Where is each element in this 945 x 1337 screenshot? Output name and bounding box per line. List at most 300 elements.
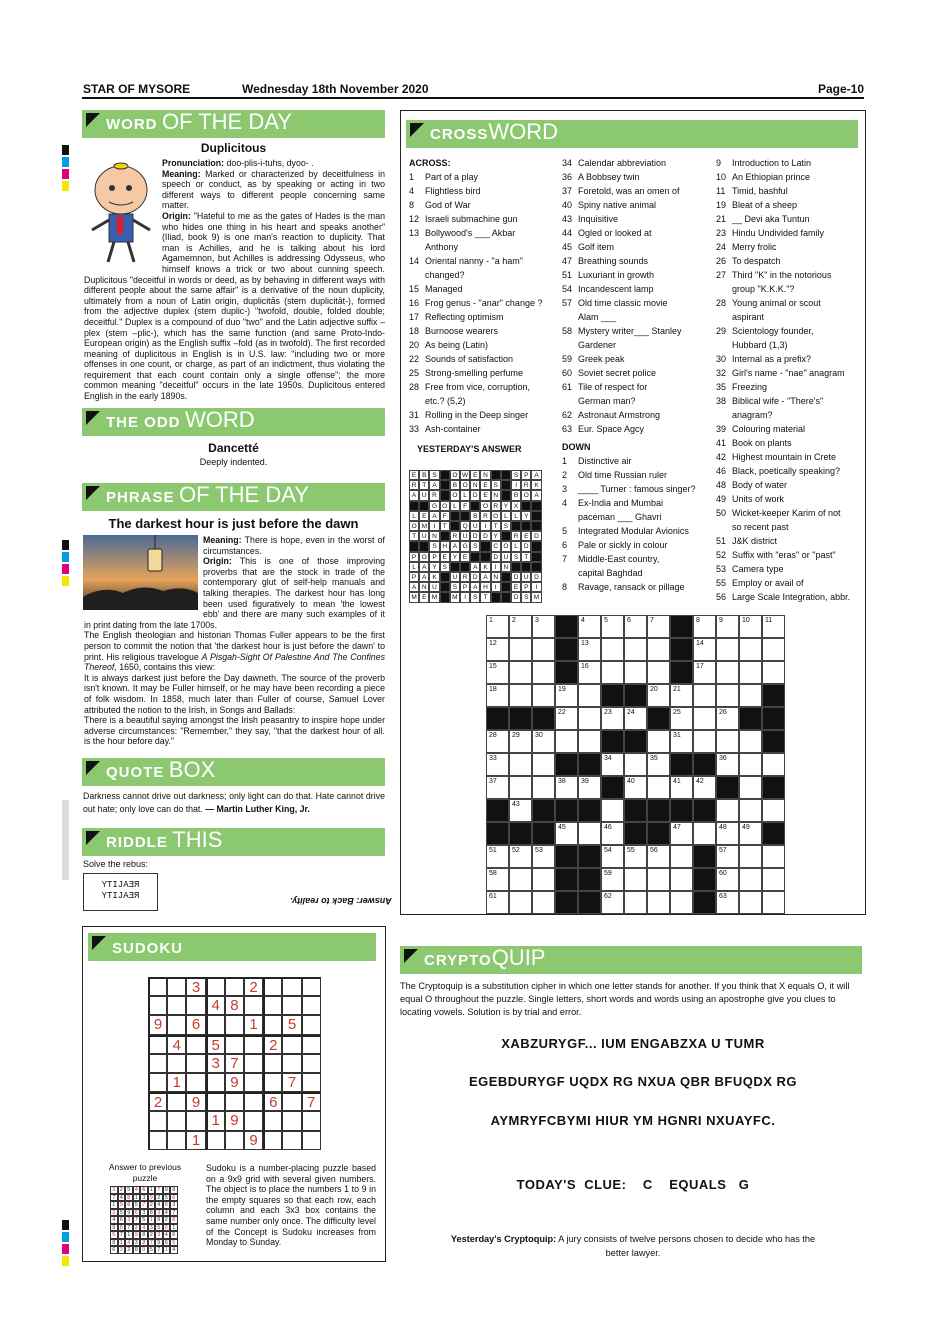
crossword-cell[interactable] — [624, 753, 647, 776]
crossword-cell[interactable]: 39 — [578, 776, 601, 799]
yesterday-cell: E — [460, 552, 470, 562]
crossword-cell[interactable] — [739, 799, 762, 822]
crossword-cell — [670, 638, 693, 661]
sudoku-answer-cell: 7 — [140, 1201, 148, 1209]
crossword-cell[interactable] — [693, 684, 716, 707]
crossword-cell — [486, 707, 509, 730]
crossword-cell[interactable] — [532, 753, 555, 776]
crossword-cell[interactable]: 2 — [509, 615, 532, 638]
sudoku-answer-cell: 1 — [148, 1186, 156, 1194]
clue-item: 6 Pale or sickly in colour — [562, 540, 668, 550]
crossword-cell[interactable] — [762, 868, 785, 891]
crossword-cell[interactable]: 10 — [739, 615, 762, 638]
crossword-cell — [762, 684, 785, 707]
crossword-cell[interactable]: 62 — [601, 891, 624, 914]
yesterday-cell: P — [521, 582, 531, 592]
crossword-cell[interactable]: 57 — [716, 845, 739, 868]
crossword-cell[interactable] — [647, 661, 670, 684]
crossword-cell[interactable]: 24 — [624, 707, 647, 730]
crossword-cell[interactable] — [555, 730, 578, 753]
yesterday-cell — [511, 521, 521, 531]
yesterday-cell: Y — [429, 562, 439, 572]
sudoku-cell — [225, 1092, 244, 1111]
clue-item: so recent past — [732, 522, 789, 532]
crossword-cell — [555, 868, 578, 891]
crossword-cell[interactable]: 54 — [601, 845, 624, 868]
yesterday-cell: D — [531, 531, 541, 541]
word-title: Duplicitous — [200, 141, 267, 155]
sudoku-cell: 7 — [282, 1073, 301, 1092]
crossword-cell — [670, 799, 693, 822]
crossword-cell[interactable] — [693, 822, 716, 845]
crossword-cell[interactable] — [532, 776, 555, 799]
yesterday-cell — [491, 470, 501, 480]
clue-item: 17 Reflecting optimism — [409, 312, 504, 322]
sudoku-cell: 2 — [148, 1092, 167, 1111]
crossword-cell[interactable]: 9 — [716, 615, 739, 638]
crossword-cell[interactable]: 48 — [716, 822, 739, 845]
sudoku-cell — [282, 1035, 301, 1054]
crossword-cell[interactable] — [739, 753, 762, 776]
crossword-cell[interactable] — [716, 799, 739, 822]
clue-item: Alam ___ — [578, 312, 617, 322]
crossword-cell[interactable]: 42 — [693, 776, 716, 799]
crossword-cell[interactable] — [739, 776, 762, 799]
cryptoquip-header: CRYPTOQUIP — [400, 946, 862, 974]
sudoku-answer-cell: 1 — [133, 1194, 141, 1202]
crossword-cell[interactable] — [578, 684, 601, 707]
crossword-cell[interactable]: 13 — [578, 638, 601, 661]
crossword-cell[interactable] — [509, 684, 532, 707]
crossword-cell[interactable] — [624, 868, 647, 891]
clue-item: 57 Old time classic movie — [562, 298, 668, 308]
yesterday-cell: K — [480, 562, 490, 572]
crossword-cell[interactable]: 36 — [716, 753, 739, 776]
crossword-cell — [578, 868, 601, 891]
sudoku-answer-cell: 7 — [155, 1246, 163, 1254]
yesterday-cell: Y — [491, 531, 501, 541]
sudoku-cell: 4 — [206, 996, 225, 1015]
sudoku-cell — [148, 996, 167, 1015]
crossword-cell[interactable] — [532, 868, 555, 891]
sudoku-answer-cell: 5 — [133, 1201, 141, 1209]
yesterday-cell: P — [429, 552, 439, 562]
sudoku-answer-cell: 4 — [163, 1231, 171, 1239]
crossword-cell[interactable]: 5 — [601, 615, 624, 638]
crossword-cell[interactable] — [578, 707, 601, 730]
sudoku-cell — [206, 1015, 225, 1034]
crossword-cell[interactable] — [624, 661, 647, 684]
yesterday-cell: G — [429, 501, 439, 511]
yesterday-cell: O — [521, 490, 531, 500]
yesterday-cell: E — [419, 592, 429, 602]
sudoku-answer-cell: 6 — [163, 1224, 171, 1232]
sudoku-answer-cell: 2 — [110, 1209, 118, 1217]
crossword-cell[interactable]: 45 — [555, 822, 578, 845]
crossword-cell[interactable] — [739, 661, 762, 684]
crossword-cell[interactable] — [624, 638, 647, 661]
crossword-cell[interactable]: 51 — [486, 845, 509, 868]
crossword-cell[interactable] — [762, 845, 785, 868]
crossword-cell[interactable]: 59 — [601, 868, 624, 891]
sudoku-answer-cell: 8 — [125, 1194, 133, 1202]
yesterday-cell: M — [429, 592, 439, 602]
yesterday-cell: C — [491, 541, 501, 551]
clue-item: 28 Young animal or scout — [716, 298, 821, 308]
crossword-cell[interactable]: 17 — [693, 661, 716, 684]
yesterday-cell: E — [470, 470, 480, 480]
sudoku-answer-cell: 5 — [110, 1231, 118, 1239]
sudoku-cell: 3 — [186, 977, 205, 996]
yesterday-cell — [460, 562, 470, 572]
sudoku-answer-cell: 6 — [118, 1216, 126, 1224]
crossword-cell[interactable] — [532, 684, 555, 707]
crossword-cell[interactable] — [670, 891, 693, 914]
clue-item: 63 Eur. Space Agcy — [562, 424, 645, 434]
crossword-cell[interactable]: 12 — [486, 638, 509, 661]
crossword-cell[interactable] — [739, 730, 762, 753]
crossword-cell[interactable]: 30 — [532, 730, 555, 753]
yesterday-cell — [501, 572, 511, 582]
sudoku-answer-cell: 3 — [140, 1209, 148, 1217]
crossword-cell[interactable] — [601, 638, 624, 661]
sudoku-answer-cell: 8 — [170, 1186, 178, 1194]
crossword-cell[interactable]: 28 — [486, 730, 509, 753]
clue-item: 54 Incandescent lamp — [562, 284, 654, 294]
sudoku-answer-cell: 9 — [133, 1231, 141, 1239]
sudoku-answer-cell: 5 — [118, 1209, 126, 1217]
sudoku-cell — [263, 1073, 282, 1092]
riddle-header: RIDDLE THIS — [82, 828, 385, 856]
yesterday-cell — [501, 470, 511, 480]
crossword-cell[interactable] — [716, 661, 739, 684]
sudoku-cell — [206, 977, 225, 996]
sudoku-cell — [225, 1015, 244, 1034]
sudoku-answer-cell: 5 — [163, 1194, 171, 1202]
crossword-cell[interactable] — [509, 891, 532, 914]
yesterday-cell: L — [511, 511, 521, 521]
yesterday-cell: M — [409, 592, 419, 602]
crossword-cell[interactable]: 25 — [670, 707, 693, 730]
sudoku-answer-cell: 3 — [148, 1224, 156, 1232]
crossword-cell[interactable]: 15 — [486, 661, 509, 684]
clue-item: paceman ___ Ghavri — [578, 512, 662, 522]
crossword-cell[interactable]: 16 — [578, 661, 601, 684]
sudoku-answer-cell: 6 — [125, 1201, 133, 1209]
clue-item: 14 Oriental nanny - "a ham" — [409, 256, 523, 266]
crossword-cell[interactable] — [647, 776, 670, 799]
yesterday-cell — [531, 521, 541, 531]
crossword-cell[interactable]: 21 — [670, 684, 693, 707]
clue-item: 56 Large Scale Integration, abbr. — [716, 592, 851, 602]
yesterday-cell: K — [531, 480, 541, 490]
clue-item: capital Baghdad — [578, 568, 643, 578]
sudoku-cell — [206, 1092, 225, 1111]
crossword-cell — [670, 615, 693, 638]
sudoku-cell — [167, 996, 186, 1015]
crossword-cell[interactable] — [509, 753, 532, 776]
crossword-cell[interactable] — [578, 730, 601, 753]
crossword-cell[interactable] — [670, 845, 693, 868]
sudoku-cell: 5 — [206, 1035, 225, 1054]
clue-item: 26 To despatch — [716, 256, 781, 266]
crossword-cell[interactable]: 41 — [670, 776, 693, 799]
clue-item: 46 Black, poetically speaking? — [716, 466, 841, 476]
yesterday-cell: D — [480, 531, 490, 541]
crossword-cell[interactable]: 3 — [532, 615, 555, 638]
sudoku-answer-cell: 6 — [140, 1186, 148, 1194]
crossword-cell[interactable]: 8 — [693, 615, 716, 638]
crossword-cell[interactable] — [739, 684, 762, 707]
clue-item: 62 Astronaut Armstrong — [562, 410, 661, 420]
crossword-cell[interactable] — [532, 891, 555, 914]
yesterday-cell: E — [409, 470, 419, 480]
crossword-cell[interactable]: 58 — [486, 868, 509, 891]
clue-item: 29 Scientology founder, — [716, 326, 814, 336]
yesterday-cell: O — [450, 470, 460, 480]
clue-item: Anthony — [425, 242, 459, 252]
crossword-cell[interactable] — [624, 891, 647, 914]
yesterday-cell — [440, 470, 450, 480]
crossword-cell — [762, 822, 785, 845]
crossword-cell[interactable] — [739, 638, 762, 661]
cryptoquip-intro: The Cryptoquip is a substitution cipher in which one letter stands for another. If you think that X equals O, it will equal O throughout the puzzle. Single letters, short words and words using an apostrophe give you clues to locating vowels. Solution is by trial and error. — [400, 981, 850, 1017]
yesterday-cell: H — [440, 541, 450, 551]
sudoku-answer-cell: 5 — [140, 1216, 148, 1224]
crossword-cell[interactable]: 40 — [624, 776, 647, 799]
sudoku-answer-cell: 2 — [118, 1186, 126, 1194]
crossword-cell — [578, 753, 601, 776]
yesterday-cell: Y — [521, 511, 531, 521]
crossword-cell[interactable] — [762, 638, 785, 661]
yesterday-cell — [521, 521, 531, 531]
crossword-cell[interactable] — [601, 799, 624, 822]
crossword-cell — [555, 845, 578, 868]
crossword-cell[interactable]: 49 — [739, 822, 762, 845]
yesterday-cell: I — [460, 592, 470, 602]
crossword-cell[interactable]: 33 — [486, 753, 509, 776]
crossword-cell[interactable]: 4 — [578, 615, 601, 638]
crossword-cell[interactable]: 38 — [555, 776, 578, 799]
crossword-cell[interactable]: 29 — [509, 730, 532, 753]
yesterday-cell: Y — [501, 501, 511, 511]
yesterday-cell — [440, 480, 450, 490]
crossword-cell[interactable] — [716, 684, 739, 707]
sudoku-answer-cell: 7 — [155, 1186, 163, 1194]
crossword-cell[interactable] — [739, 868, 762, 891]
crossword-cell[interactable]: 47 — [670, 822, 693, 845]
sudoku-cell: 9 — [244, 1131, 263, 1150]
yesterday-cell: N — [429, 531, 439, 541]
yesterday-cell — [450, 562, 460, 572]
sudoku-cell — [282, 977, 301, 996]
crossword-cell[interactable] — [716, 730, 739, 753]
sudoku-cell — [167, 977, 186, 996]
crossword-cell — [693, 845, 716, 868]
crossword-cell[interactable]: 19 — [555, 684, 578, 707]
crossword-header: CROSSWORD — [406, 120, 858, 148]
crossword-cell[interactable] — [532, 638, 555, 661]
yesterday-cell — [480, 552, 490, 562]
crossword-cell[interactable]: 1 — [486, 615, 509, 638]
sudoku-answer-cell: 1 — [163, 1246, 171, 1254]
yesterday-cell: P — [521, 470, 531, 480]
sudoku-cell: 6 — [263, 1092, 282, 1111]
sudoku-cell: 4 — [167, 1035, 186, 1054]
crossword-cell[interactable] — [509, 661, 532, 684]
crossword-cell[interactable]: 53 — [532, 845, 555, 868]
crossword-cell[interactable] — [762, 799, 785, 822]
sudoku-cell — [282, 1092, 301, 1111]
crossword-cell[interactable]: 55 — [624, 845, 647, 868]
yesterday-cell: O — [409, 521, 419, 531]
crossword-cell — [486, 799, 509, 822]
crossword-cell[interactable]: 63 — [716, 891, 739, 914]
crossword-cell[interactable]: 56 — [647, 845, 670, 868]
crossword-cell[interactable] — [670, 868, 693, 891]
sudoku-answer-cell: 9 — [155, 1239, 163, 1247]
clue-item: 37 Foretold, was an omen of — [562, 186, 680, 196]
crossword-cell[interactable]: 20 — [647, 684, 670, 707]
down-clues-col3 — [716, 156, 864, 604]
yesterday-cell — [470, 552, 480, 562]
sudoku-grid — [148, 977, 321, 1150]
yesterday-cell: E — [480, 490, 490, 500]
crossword-cell[interactable]: 26 — [716, 707, 739, 730]
crossword-cell[interactable]: 61 — [486, 891, 509, 914]
yesterday-cell: L — [511, 541, 521, 551]
yesterday-cell — [480, 541, 490, 551]
clue-item: 32 Girl's name - "nae" anagram — [716, 368, 845, 378]
crossword-cell[interactable]: 23 — [601, 707, 624, 730]
clue-item: 1 Part of a play — [409, 172, 479, 182]
crossword-cell[interactable] — [762, 891, 785, 914]
crossword-cell[interactable] — [601, 661, 624, 684]
crossword-cell[interactable]: 22 — [555, 707, 578, 730]
yesterday-cell: T — [440, 521, 450, 531]
yesterday-cell: G — [460, 541, 470, 551]
crossword-cell[interactable] — [693, 707, 716, 730]
sudoku-cell — [302, 1073, 321, 1092]
sudoku-cell — [282, 996, 301, 1015]
yesterday-cell: N — [480, 470, 490, 480]
crossword-cell[interactable]: 11 — [762, 615, 785, 638]
crossword-cell[interactable] — [762, 661, 785, 684]
sudoku-cell: 5 — [282, 1015, 301, 1034]
crossword-cell[interactable]: 46 — [601, 822, 624, 845]
cipher-line-1: XABZURYGF... IUM ENGABZXA U TUMR — [501, 1036, 765, 1051]
sudoku-cell: 1 — [206, 1111, 225, 1130]
yesterday-cell: O — [480, 501, 490, 511]
yesterday-cell: N — [491, 490, 501, 500]
clue-item: 25 Strong-smelling perfume — [409, 368, 524, 378]
yesterday-cell: N — [491, 572, 501, 582]
crossword-cell[interactable]: 18 — [486, 684, 509, 707]
sudoku-answer-cell: 7 — [148, 1239, 156, 1247]
crossword-cell[interactable]: 43 — [509, 799, 532, 822]
yesterday-cell: D — [511, 592, 521, 602]
clue-item: 36 A Bobbsey twin — [562, 172, 640, 182]
sudoku-cell — [263, 1054, 282, 1073]
yesterday-cell: T — [521, 552, 531, 562]
sudoku-answer-cell: 2 — [148, 1231, 156, 1239]
crossword-cell[interactable] — [578, 822, 601, 845]
clue-item: 30 Internal as a prefix? — [716, 354, 812, 364]
crossword-cell[interactable]: 14 — [693, 638, 716, 661]
sudoku-answer-cell: 7 — [125, 1224, 133, 1232]
sudoku-answer-cell: 7 — [170, 1209, 178, 1217]
sudoku-answer-cell: 2 — [148, 1201, 156, 1209]
yesterday-cell: R — [460, 572, 470, 582]
crossword-cell — [486, 822, 509, 845]
crossword-cell[interactable] — [532, 661, 555, 684]
crossword-cell[interactable] — [739, 845, 762, 868]
crossword-cell[interactable] — [693, 730, 716, 753]
crossword-cell[interactable] — [647, 891, 670, 914]
yesterday-cell: N — [470, 480, 480, 490]
yesterday-cell — [531, 562, 541, 572]
clue-item: 2 Old time Russian ruler — [562, 470, 668, 480]
yesterday-cell: M — [450, 592, 460, 602]
clue-item: 43 Inquisitive — [562, 214, 619, 224]
sudoku-cell: 8 — [225, 996, 244, 1015]
crossword-cell[interactable] — [762, 753, 785, 776]
crossword-cell[interactable]: 37 — [486, 776, 509, 799]
clue-item: Hubbard (1,3) — [732, 340, 788, 350]
yesterday-cell: U — [450, 572, 460, 582]
crossword-cell[interactable]: 34 — [601, 753, 624, 776]
yesterday-cell: N — [501, 562, 511, 572]
yesterday-cell: S — [470, 541, 480, 551]
crossword-cell[interactable]: 31 — [670, 730, 693, 753]
crossword-cell[interactable]: 35 — [647, 753, 670, 776]
crossword-cell[interactable]: 6 — [624, 615, 647, 638]
crossword-cell — [670, 753, 693, 776]
yesterday-cell: T — [409, 531, 419, 541]
crossword-cell[interactable] — [716, 638, 739, 661]
sudoku-answer-cell: 4 — [140, 1224, 148, 1232]
yesterday-cell — [521, 562, 531, 572]
crossword-cell — [693, 868, 716, 891]
crossword-cell[interactable] — [509, 638, 532, 661]
yesterday-cell — [409, 501, 419, 511]
sudoku-answer-cell: 3 — [140, 1194, 148, 1202]
crossword-cell[interactable] — [647, 638, 670, 661]
crossword-cell[interactable]: 52 — [509, 845, 532, 868]
sudoku-cell — [244, 1111, 263, 1130]
crossword-cell[interactable]: 7 — [647, 615, 670, 638]
crossword-cell[interactable] — [509, 776, 532, 799]
clue-item: 18 Burnoose wearers — [409, 326, 499, 336]
crossword-cell[interactable] — [739, 891, 762, 914]
yesterday-cell: X — [511, 501, 521, 511]
paper-name: STAR OF MYSORE — [83, 82, 191, 96]
crossword-cell[interactable] — [509, 868, 532, 891]
sudoku-answer-cell: 7 — [118, 1231, 126, 1239]
crossword-cell[interactable] — [647, 730, 670, 753]
yesterday-cell: U — [419, 531, 429, 541]
crossword-cell[interactable]: 60 — [716, 868, 739, 891]
crossword-cell[interactable] — [647, 868, 670, 891]
yesterday-cell: D — [511, 572, 521, 582]
sudoku-cell — [244, 1073, 263, 1092]
crossword-cell — [762, 776, 785, 799]
yesterday-cell: E — [419, 511, 429, 521]
sudoku-answer-cell: 2 — [133, 1224, 141, 1232]
yesterday-cell: D — [531, 572, 541, 582]
yesterday-cell: U — [429, 582, 439, 592]
yesterday-cell: N — [419, 582, 429, 592]
